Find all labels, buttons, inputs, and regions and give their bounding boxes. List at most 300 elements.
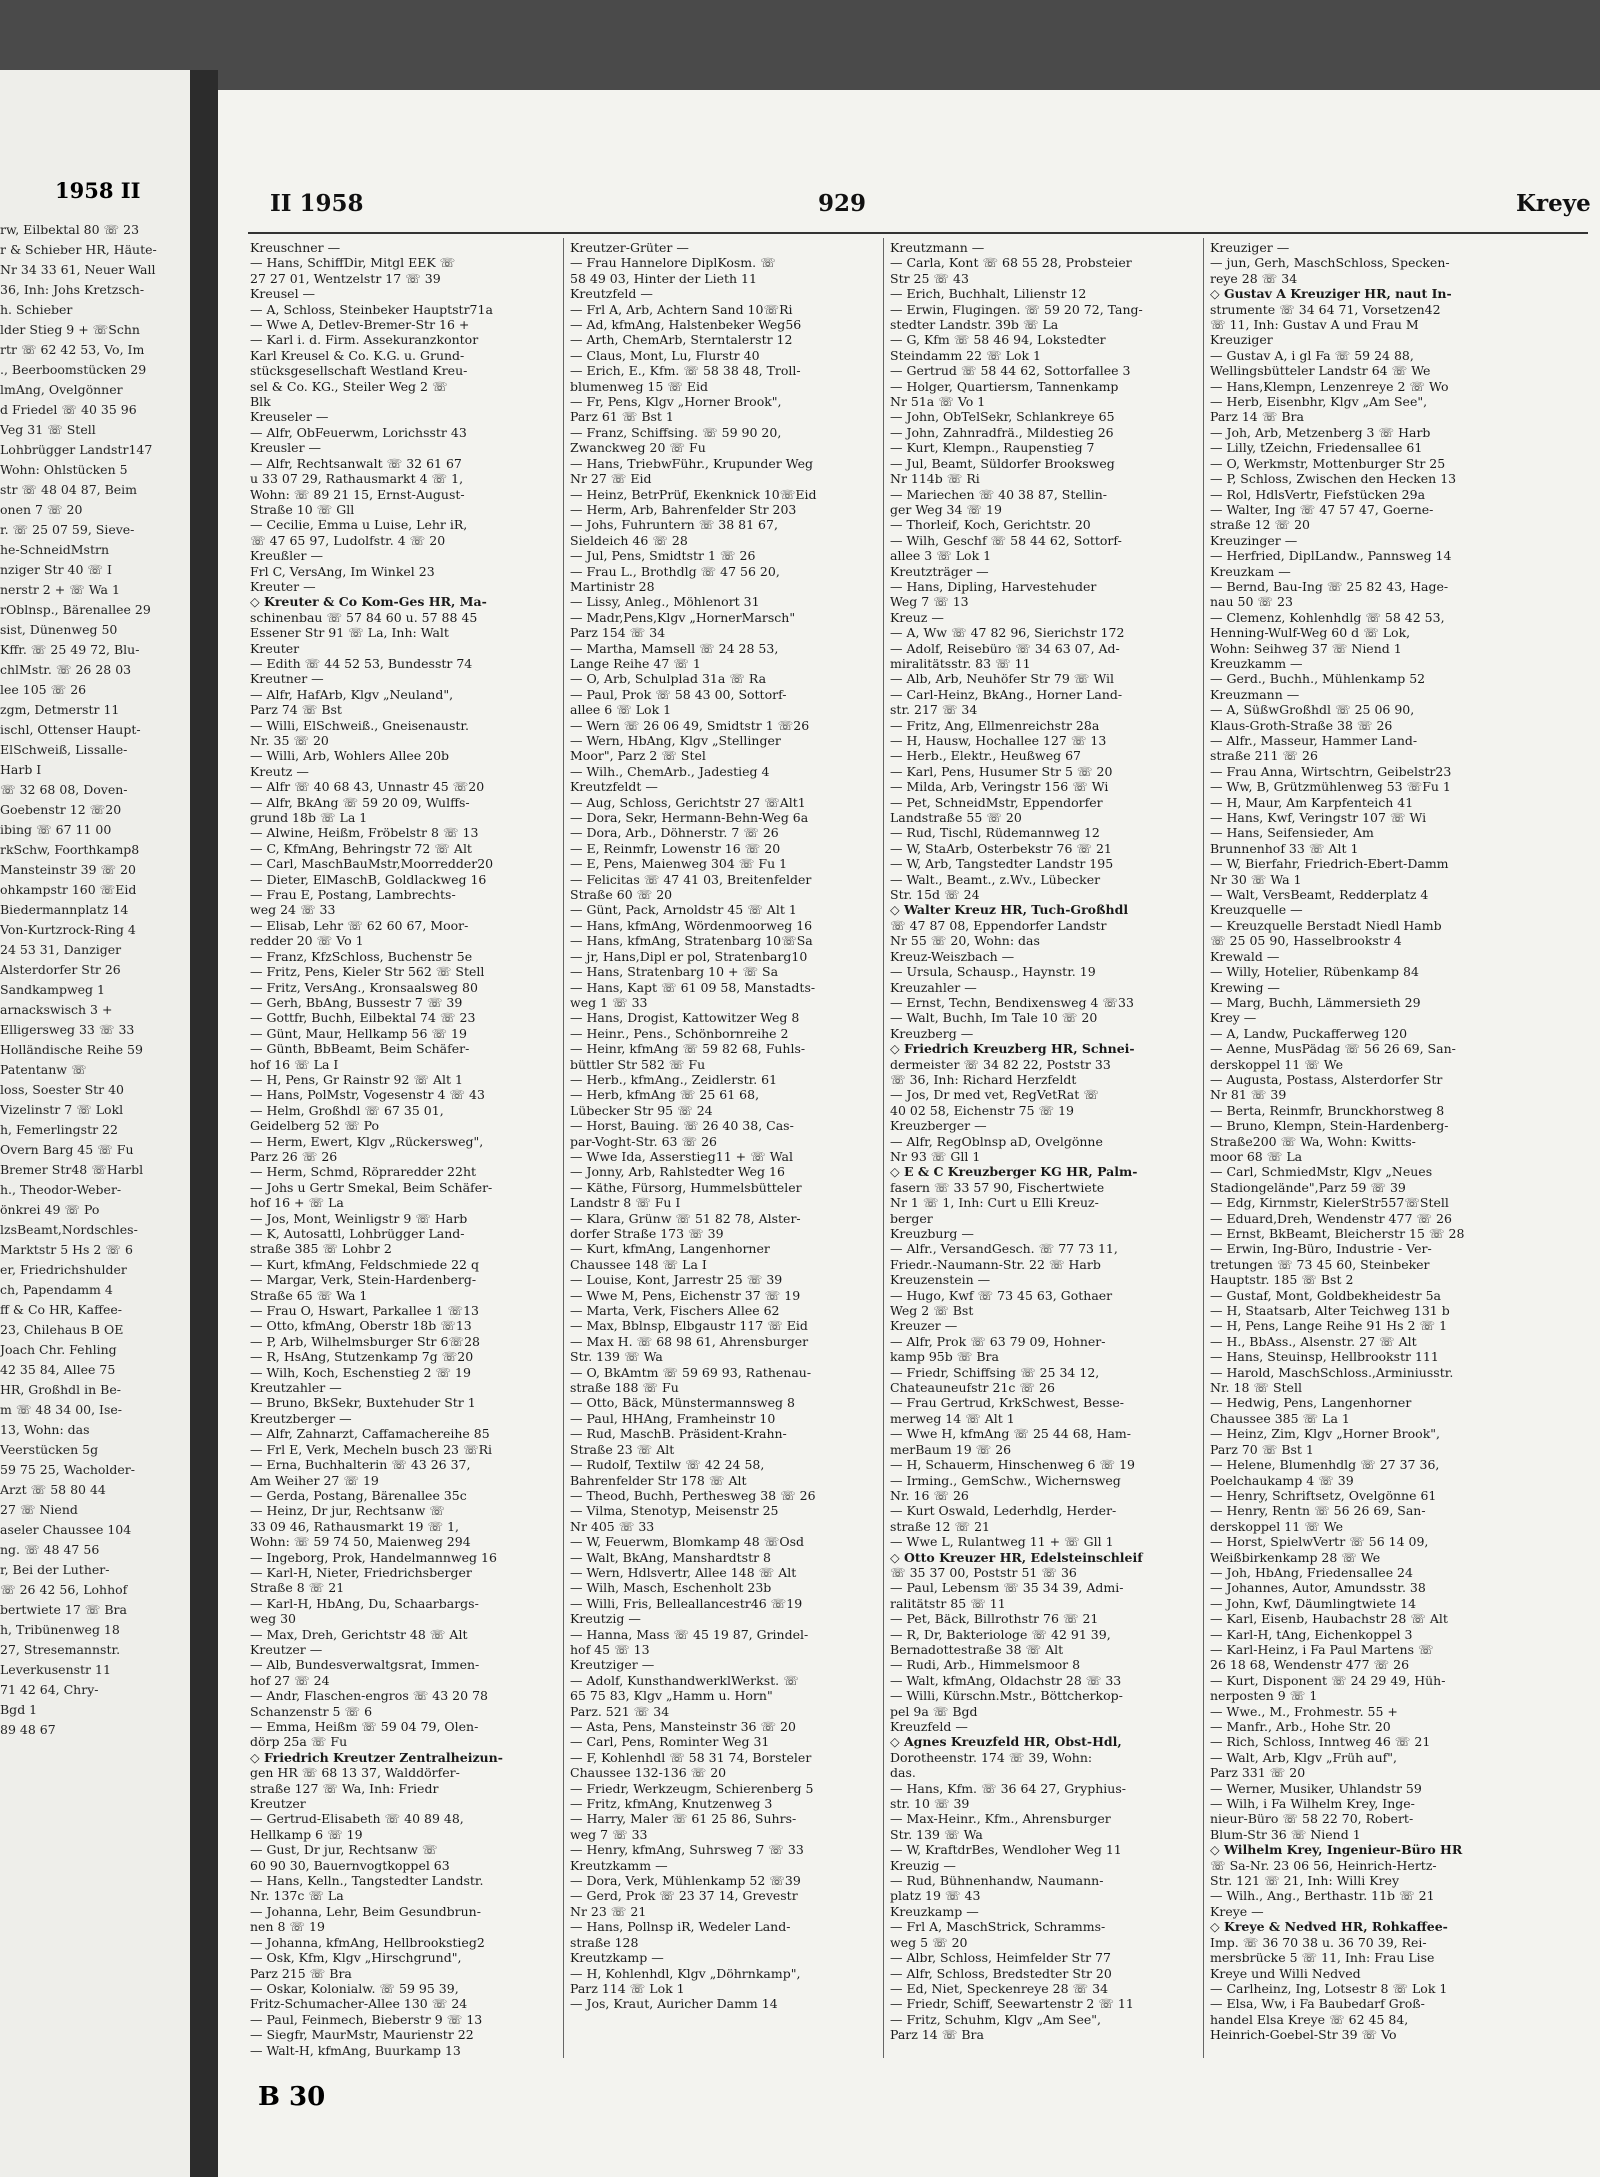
directory-entry: — Frau Anna, Wirtschtrn, Geibelstr23 (1210, 763, 1452, 779)
directory-entry: — Karl i. d. Firm. Assekuranzkontor (250, 332, 479, 348)
surname-heading: Kreutzkamp — (570, 1950, 664, 1966)
directory-entry: — Karl, Eisenb, Haubachstr 28 ☏ Alt (1210, 1611, 1448, 1627)
directory-entry: — Paul, HHAng, Framheinstr 10 (570, 1410, 776, 1426)
directory-entry: ◇ E & C Kreuzberger KG HR, Palm- (890, 1164, 1138, 1180)
directory-entry: Str. 139 ☏ Wa (570, 1349, 663, 1365)
facing-page-line: rw, Eilbektal 80 ☏ 23 (0, 222, 140, 237)
directory-entry: Weg 7 ☏ 13 (890, 594, 969, 610)
directory-entry: ☏ 47 65 97, Ludolfstr. 4 ☏ 20 (250, 532, 446, 548)
directory-entry: Nr. 137c ☏ La (250, 1888, 344, 1904)
directory-entry: — Albr, Schloss, Heimfelder Str 77 (890, 1950, 1111, 1966)
directory-entry: — Cecilie, Emma u Luise, Lehr iR, (250, 517, 468, 533)
facing-page-line: chlMstr. ☏ 26 28 03 (0, 662, 132, 677)
directory-entry: — H, Pens, Gr Rainstr 92 ☏ Alt 1 (250, 1071, 463, 1087)
directory-entry: — Eduard,Dreh, Wendenstr 477 ☏ 26 (1210, 1210, 1452, 1226)
header-rule (248, 232, 1588, 234)
directory-entry: — Alfr, HafArb, Klgv „Neuland", (250, 686, 454, 702)
facing-page-line: 23, Chilehaus B OE (0, 1322, 124, 1337)
directory-entry: — Gerd., Buchh., Mühlenkamp 52 (1210, 671, 1426, 687)
directory-entry: ◇ Wilhelm Krey, Ingenieur-Büro HR (1210, 1842, 1463, 1858)
directory-entry: — Alfr, RegOblnsp aD, Ovelgönne (890, 1133, 1103, 1149)
directory-entry: — Hans, Pollnsp iR, Wedeler Land- (570, 1919, 791, 1935)
directory-entry: — Hans, Stratenbarg 10 + ☏ Sa (570, 964, 779, 980)
directory-entry: — Oskar, Kolonialw. ☏ 59 95 39, (250, 1980, 459, 1996)
directory-entry: — Mariechen ☏ 40 38 87, Stellin- (890, 486, 1108, 502)
directory-entry: — Wwe A, Detlev-Bremer-Str 16 + (250, 317, 470, 333)
facing-page-line: aseler Chaussee 104 (0, 1522, 132, 1537)
directory-entry: — Erich, Buchhalt, Lilienstr 12 (890, 286, 1087, 302)
directory-entry: — Max, Bblnsp, Elbgaustr 117 ☏ Eid (570, 1318, 808, 1334)
directory-entry: Parz 61 ☏ Bst 1 (570, 409, 674, 425)
directory-entry: Nr 27 ☏ Eid (570, 471, 652, 487)
directory-entry: — Willi, Arb, Wohlers Allee 20b (250, 748, 450, 764)
directory-entry: — Fritz, Ang, Ellmenreichstr 28a (890, 717, 1100, 733)
facing-page-line: str ☏ 48 04 87, Beim (0, 482, 138, 497)
facing-page-line: ElSchweiß, Lissalle- (0, 742, 128, 757)
directory-entry: — Hans, Kapt ☏ 61 09 58, Manstadts- (570, 979, 816, 995)
directory-entry: — Pet, Bäck, Billrothstr 76 ☏ 21 (890, 1611, 1099, 1627)
directory-entry: — G, Kfm ☏ 58 46 94, Lokstedter (890, 332, 1106, 348)
directory-entry: — Günt, Maur, Hellkamp 56 ☏ 19 (250, 1025, 467, 1041)
directory-entry: — Franz, KfzSchloss, Buchenstr 5e (250, 948, 473, 964)
surname-heading: Kreuschner — (250, 240, 341, 255)
directory-entry: — Herm, Schmd, Röpraredder 22ht (250, 1164, 477, 1180)
directory-entry: Kreuziger (1210, 332, 1273, 348)
directory-entry: Nr 51a ☏ Vo 1 (890, 394, 986, 410)
directory-entry: — Friedr, Schiffsing ☏ 25 34 12, (890, 1364, 1100, 1380)
facing-page-line: Leverkusenstr 11 (0, 1662, 111, 1677)
facing-page-line: Elligersweg 33 ☏ 33 (0, 1022, 135, 1037)
directory-entry: Friedr.-Naumann-Str. 22 ☏ Harb (890, 1256, 1101, 1272)
directory-entry: — Holger, Quartiersm, Tannenkamp (890, 378, 1119, 394)
directory-entry: — Kurt Oswald, Lederhdlg, Herder- (890, 1503, 1117, 1519)
directory-entry: — Horst, Bauing. ☏ 26 40 38, Cas- (570, 1118, 794, 1134)
directory-entry: — Helm, Großhdl ☏ 67 35 01, (250, 1102, 444, 1118)
surname-heading: Kreutzfeld — (570, 286, 653, 302)
directory-entry: — Wern, HbAng, Klgv „Stellinger (570, 733, 781, 748)
directory-entry: straße 385 ☏ Lohbr 2 (250, 1241, 392, 1257)
directory-entry: Moor", Parz 2 ☏ Stel (570, 748, 706, 764)
directory-entry: — Frau E, Postang, Lambrechts- (250, 887, 456, 903)
directory-entry: — P, Schloss, Zwischen den Hecken 13 (1210, 471, 1457, 487)
directory-entry: — Herb, Eisenbhr, Klgv „Am See", (1210, 394, 1428, 410)
directory-entry: — Walt, Arb, Klgv „Früh auf", (1210, 1749, 1398, 1765)
directory-entry: — Rud, Bühnenhandw, Naumann- (890, 1873, 1104, 1889)
directory-entry: — Gerda, Postang, Bärenallee 35c (250, 1487, 467, 1503)
directory-entry: ☏ Sa-Nr. 23 06 56, Heinrich-Hertz- (1210, 1857, 1437, 1873)
surname-heading: Kreutzkamm — (570, 1857, 668, 1873)
directory-entry: Straße 60 ☏ 20 (570, 887, 673, 903)
directory-entry: — Friedr, Schiff, Seewartenstr 2 ☏ 11 (890, 1996, 1134, 2012)
surname-heading: Kreußler — (250, 548, 323, 564)
surname-heading: Kreuzahler — (890, 979, 977, 995)
facing-page-line: r, Bei der Luther- (0, 1562, 110, 1577)
directory-entry: — Vilma, Stenotyp, Meisenstr 25 (570, 1503, 779, 1519)
directory-entry: — Willy, Hotelier, Rübenkamp 84 (1210, 964, 1419, 980)
directory-entry: Straße 23 ☏ Alt (570, 1441, 675, 1457)
facing-page-line: he-SchneidMstrn (0, 542, 109, 557)
directory-entry: Frl C, VersAng, Im Winkel 23 (250, 563, 435, 579)
directory-entry: — Walter, Ing ☏ 47 57 47, Goerne- (1210, 501, 1434, 517)
directory-entry: — Wilh., Ang., Berthastr. 11b ☏ 21 (1210, 1888, 1435, 1904)
directory-entry: — P, Arb, Wilhelmsburger Str 6☏28 (250, 1333, 480, 1349)
directory-entry: — W, StaArb, Osterbekstr 76 ☏ 21 (890, 840, 1112, 856)
directory-entry: — Wern ☏ 26 06 49, Smidtstr 1 ☏26 (570, 717, 810, 733)
surname-heading: Kreutz — (250, 763, 309, 779)
directory-entry: ◇ Agnes Kreuzfeld HR, Obst-Hdl, (890, 1734, 1122, 1750)
page-header-right: Kreye (1516, 190, 1591, 217)
column-divider (1203, 238, 1204, 2058)
surname-heading: Kreuzinger — (1210, 532, 1298, 548)
directory-entry: — Otto, Bäck, Münstermannsweg 8 (570, 1395, 795, 1411)
page-number: 929 (818, 190, 867, 217)
directory-entry: straße 188 ☏ Fu (570, 1380, 679, 1396)
directory-entry: handel Elsa Kreye ☏ 62 45 84, (1210, 2011, 1409, 2027)
directory-entry: — Frau O, Hswart, Parkallee 1 ☏13 (250, 1303, 480, 1319)
directory-entry: — Edith ☏ 44 52 53, Bundesstr 74 (250, 655, 473, 671)
facing-page-line: zgm, Detmerstr 11 (0, 702, 120, 717)
surname-heading: Kreutzer-Grüter — (570, 240, 689, 255)
facing-page-line: loss, Soester Str 40 (0, 1082, 125, 1097)
directory-entry: Blk (250, 394, 271, 410)
directory-entry: Nr 23 ☏ 21 (570, 1903, 647, 1919)
directory-entry: — Paul, Prok ☏ 58 43 00, Sottorf- (570, 686, 787, 702)
directory-entry: — Hanna, Mass ☏ 45 19 87, Grindel- (570, 1626, 809, 1642)
directory-entry: str. 10 ☏ 39 (890, 1796, 970, 1812)
directory-entry: — Herb., kfmAng., Zeidlerstr. 61 (570, 1071, 778, 1087)
directory-entry: Parz 70 ☏ Bst 1 (1210, 1441, 1314, 1457)
directory-entry: Dorotheenstr. 174 ☏ 39, Wohn: (890, 1749, 1093, 1765)
directory-entry: Nr. 35 ☏ 20 (250, 733, 329, 748)
directory-entry: Martinistr 28 (570, 578, 655, 594)
directory-entry: Nr 405 ☏ 33 (570, 1518, 655, 1534)
directory-entry: — Günth, BbBeamt, Beim Schäfer- (250, 1041, 470, 1057)
facing-page-line: lee 105 ☏ 26 (0, 682, 87, 697)
directory-entry: — A, Ww ☏ 47 82 96, Sierichstr 172 (890, 625, 1125, 641)
directory-entry: — Osk, Kfm, Klgv „Hirschgrund", (250, 1950, 462, 1966)
directory-entry: par-Voght-Str. 63 ☏ 26 (570, 1133, 717, 1149)
directory-entry: — Arth, ChemArb, Sterntalerstr 12 (570, 332, 793, 348)
directory-entry: — Lilly, tZeichn, Friedensallee 61 (1210, 440, 1423, 456)
directory-entry: — E, Reinmfr, Lowenstr 16 ☏ 20 (570, 840, 781, 856)
directory-entry: — Alfr, ObFeuerwm, Lorichsstr 43 (250, 424, 467, 440)
directory-entry: — Frl A, MaschStrick, Schramms- (890, 1919, 1106, 1935)
directory-entry: — Ursula, Schausp., Haynstr. 19 (890, 964, 1096, 980)
facing-page-fragment (0, 70, 190, 2177)
directory-entry: Parz 74 ☏ Bst (250, 702, 342, 718)
directory-entry: — W, KraftdrBes, Wendloher Weg 11 (890, 1842, 1122, 1858)
directory-entry: — Dora, Sekr, Hermann-Behn-Weg 6a (570, 810, 809, 826)
directory-entry: — O, Werkmstr, Mottenburger Str 25 (1210, 455, 1446, 471)
directory-entry: — Wwe., M., Frohmestr. 55 + (1210, 1703, 1398, 1719)
directory-entry: — Walt, VersBeamt, Redderplatz 4 (1210, 887, 1429, 903)
facing-page-line: Overn Barg 45 ☏ Fu (0, 1142, 134, 1157)
directory-entry: tretungen ☏ 73 45 60, Steinbeker (1210, 1256, 1430, 1272)
surname-heading: Kreuzkam — (1210, 563, 1291, 579)
directory-entry: — Herb, kfmAng ☏ 25 61 68, (570, 1087, 760, 1103)
directory-entry: — Werner, Musiker, Uhlandstr 59 (1210, 1780, 1422, 1796)
directory-entry: — Hans, Kelln., Tangstedter Landstr. (250, 1873, 484, 1889)
directory-entry: — Harold, MaschSchloss.,Arminiusstr. (1210, 1364, 1454, 1380)
directory-entry: — Margar, Verk, Stein-Hardenberg- (250, 1272, 477, 1288)
facing-page-line: Von-Kurtzrock-Ring 4 (0, 922, 136, 937)
directory-entry: — Alfr, Schloss, Bredstedter Str 20 (890, 1965, 1112, 1981)
directory-entry: ☏ 47 87 08, Eppendorfer Landstr (890, 917, 1107, 933)
facing-page-line: önkrei 49 ☏ Po (0, 1202, 100, 1217)
directory-entry: Heinrich-Goebel-Str 39 ☏ Vo (1210, 2027, 1397, 2043)
directory-entry: Wohn: Seihweg 37 ☏ Niend 1 (1210, 640, 1402, 656)
directory-entry: derskoppel 11 ☏ We (1210, 1056, 1343, 1072)
column-4 (1210, 240, 1515, 2070)
directory-entry: Nr 114b ☏ Ri (890, 471, 980, 487)
column-3 (890, 240, 1195, 2070)
directory-entry: hof 16 + ☏ La (250, 1195, 344, 1211)
facing-page-line: ch, Papendamm 4 (0, 1282, 113, 1297)
directory-entry: — Wwe H, kfmAng ☏ 25 44 68, Ham- (890, 1426, 1131, 1442)
surname-heading: Krewing — (1210, 979, 1280, 995)
directory-entry: Landstraße 55 ☏ 20 (890, 810, 1022, 826)
directory-entry: — Ernst, Techn, Bendixensweg 4 ☏33 (890, 994, 1134, 1010)
directory-entry: Klaus-Groth-Straße 38 ☏ 26 (1210, 717, 1393, 733)
directory-entry: — Max, Dreh, Gerichtstr 48 ☏ Alt (250, 1626, 468, 1642)
directory-entry: weg 30 (250, 1611, 296, 1627)
page-footer-signature: B 30 (258, 2082, 326, 2112)
surname-heading: Kreutner — (250, 671, 324, 687)
directory-entry: ◇ Kreye & Nedved HR, Rohkaffee- (1210, 1919, 1448, 1935)
directory-entry: merBaum 19 ☏ 26 (890, 1441, 1012, 1457)
directory-entry: dorfer Straße 173 ☏ 39 (570, 1226, 724, 1241)
directory-entry: — Dora, Arb., Döhnerstr. 7 ☏ 26 (570, 825, 779, 841)
directory-entry: — Heinz, Dr jur, Rechtsanw ☏ (250, 1503, 445, 1519)
directory-entry: — Joh, HbAng, Friedensallee 24 (1210, 1564, 1413, 1580)
directory-entry: — jr, Hans,Dipl er pol, Stratenbarg10 (570, 948, 808, 964)
facing-page-line: Harb I (0, 762, 42, 777)
facing-page-line: ischl, Ottenser Haupt- (0, 722, 141, 737)
directory-entry: — Wilh, Koch, Eschenstieg 2 ☏ 19 (250, 1364, 471, 1380)
directory-entry: Straße 10 ☏ Gll (250, 501, 355, 517)
directory-entry: kamp 95b ☏ Bra (890, 1349, 999, 1365)
surname-heading: Kreutzträger — (890, 563, 989, 579)
directory-entry: — Hans, kfmAng, Stratenbarg 10☏Sa (570, 933, 813, 949)
surname-heading: Kreuzkamp — (890, 1903, 979, 1919)
directory-entry: — Jos, Kraut, Auricher Damm 14 (570, 1996, 778, 2012)
directory-entry: — Ingeborg, Prok, Handelmannweg 16 (250, 1549, 497, 1565)
directory-entry: — Fritz, Pens, Kieler Str 562 ☏ Stell (250, 964, 485, 980)
directory-entry: Nr. 18 ☏ Stell (1210, 1380, 1302, 1396)
facing-page-line: 24 53 31, Danziger (0, 942, 122, 957)
directory-entry: Chaussee 132-136 ☏ 20 (570, 1765, 727, 1781)
directory-entry: Straße200 ☏ Wa, Wohn: Kwitts- (1210, 1133, 1416, 1149)
surname-heading: Kreutzahler — (250, 1380, 342, 1396)
directory-entry: — Wilh, Masch, Eschenholt 23b (570, 1580, 772, 1596)
facing-page-line: Sandkampweg 1 (0, 982, 105, 997)
directory-entry: Brunnenhof 33 ☏ Alt 1 (1210, 840, 1359, 856)
directory-entry: — Wern, Hdlsvertr, Allee 148 ☏ Alt (570, 1564, 797, 1580)
facing-page-text (0, 220, 185, 1740)
surname-heading: Kreuz — (890, 609, 944, 625)
directory-entry: Poelchaukamp 4 ☏ 39 (1210, 1472, 1354, 1488)
surname-heading: Kreusel — (250, 286, 316, 302)
directory-entry: — Bruno, Klempn, Stein-Hardenberg- (1210, 1118, 1449, 1134)
directory-entry: strumente ☏ 34 64 71, Vorsetzen42 (1210, 301, 1441, 317)
facing-page-line: ohkampstr 160 ☏Eid (0, 882, 137, 897)
facing-page-line: 36, Inh: Johs Kretzsch- (0, 282, 145, 297)
directory-entry: — Jonny, Arb, Rahlstedter Weg 16 (570, 1164, 785, 1180)
facing-page-line: arnackswisch 3 + (0, 1002, 113, 1017)
directory-entry: — Frau Gertrud, KrkSchwest, Besse- (890, 1395, 1124, 1411)
directory-entry: — Fr, Pens, Klgv „Horner Brook", (570, 394, 782, 410)
directory-entry: — Fritz, Schuhm, Klgv „Am See", (890, 2011, 1101, 2027)
facing-page-line: er, Friedrichshulder (0, 1262, 127, 1277)
directory-entry: — Adolf, Reisebüro ☏ 34 63 07, Ad- (890, 640, 1120, 656)
facing-page-line: Bgd 1 (0, 1702, 38, 1717)
directory-entry: — Hans, Drogist, Kattowitzer Weg 8 (570, 1010, 800, 1026)
directory-entry: — Erna, Buchhalterin ☏ 43 26 37, (250, 1457, 471, 1473)
directory-entry: — Jul, Pens, Smidtstr 1 ☏ 26 (570, 548, 756, 564)
directory-entry: — Adolf, KunsthandwerklWerkst. ☏ (570, 1672, 799, 1688)
directory-entry: — Alfr., Masseur, Hammer Land- (1210, 733, 1418, 748)
directory-entry: 40 02 58, Eichenstr 75 ☏ 19 (890, 1102, 1075, 1118)
directory-entry: — Wwe L, Rulantweg 11 + ☏ Gll 1 (890, 1534, 1114, 1550)
directory-entry: reye 28 ☏ 34 (1210, 270, 1298, 286)
surname-heading: Kreuz-Weiszbach — (890, 948, 1015, 964)
directory-entry: — Karl-H, Nieter, Friedrichsberger (250, 1564, 472, 1580)
directory-entry: Parz 114 ☏ Lok 1 (570, 1980, 685, 1996)
directory-entry: — Max H. ☏ 68 98 61, Ahrensburger (570, 1333, 809, 1349)
directory-entry: — Madr,Pens,Klgv „HornerMarsch" (570, 609, 796, 625)
facing-page-line: Mansteinstr 39 ☏ 20 (0, 862, 136, 877)
directory-entry: — Wwe Ida, Asserstieg11 + ☏ Wal (570, 1148, 793, 1164)
directory-entry: Wohn: ☏ 59 74 50, Maienweg 294 (250, 1534, 471, 1550)
directory-entry: Nr 81 ☏ 39 (1210, 1087, 1287, 1103)
facing-page-line: ng. ☏ 48 47 56 (0, 1542, 100, 1557)
directory-entry: — Frau L., Brothdlg ☏ 47 56 20, (570, 563, 780, 579)
directory-entry: — Alfr, BkAng ☏ 59 20 09, Wulffs- (250, 794, 470, 810)
directory-entry: — Aug, Schloss, Gerichtstr 27 ☏Alt1 (570, 794, 806, 810)
facing-page-line: 13, Wohn: das (0, 1422, 90, 1437)
directory-entry: — Henry, Schriftsetz, Ovelgönne 61 (1210, 1487, 1437, 1503)
column-1 (250, 240, 555, 2070)
directory-entry: — Heinz, Zim, Klgv „Horner Brook", (1210, 1426, 1440, 1442)
surname-heading: Krey — (1210, 1010, 1257, 1026)
directory-entry: — Milda, Arb, Veringstr 156 ☏ Wi (890, 779, 1109, 795)
facing-page-line: h, Tribünenweg 18 (0, 1622, 120, 1637)
directory-entry: — H, Schauerm, Hinschenweg 6 ☏ 19 (890, 1457, 1135, 1473)
facing-page-line: ☏ 26 42 56, Lohhof (0, 1582, 128, 1597)
directory-entry: — Elisab, Lehr ☏ 62 60 67, Moor- (250, 917, 469, 933)
directory-entry: — Gust, Dr jur, Rechtsanw ☏ (250, 1842, 438, 1858)
directory-entry: — Herm, Ewert, Klgv „Rückersweg", (250, 1133, 484, 1149)
directory-entry: — K, Autosattl, Lohbrügger Land- (250, 1226, 465, 1241)
directory-entry: Nr 30 ☏ Wa 1 (1210, 871, 1302, 887)
directory-entry: — Alfr ☏ 40 68 43, Unnastr 45 ☏20 (250, 779, 485, 795)
directory-entry: — Berta, Reinmfr, Brunckhorstweg 8 (1210, 1102, 1445, 1118)
facing-page-line: ., Beerboomstücken 29 (0, 362, 147, 377)
book-gutter (190, 70, 218, 2177)
directory-entry: — Karl-H, tAng, Eichenkoppel 3 (1210, 1626, 1413, 1642)
facing-page-line: 71 42 64, Chry- (0, 1682, 99, 1697)
facing-page-line: 42 35 84, Allee 75 (0, 1362, 116, 1377)
directory-entry: — Wilh, Geschf ☏ 58 44 62, Sottorf- (890, 532, 1122, 548)
directory-entry: ◇ Friedrich Kreuzberg HR, Schnei- (890, 1041, 1135, 1057)
directory-entry: — Irming., GemSchw., Wichernsweg (890, 1472, 1121, 1488)
directory-entry: Kreye und Willi Nedved (1210, 1965, 1361, 1981)
directory-entry: Kreutzer (250, 1796, 306, 1812)
directory-entry: — Helene, Blumenhdlg ☏ 27 37 36, (1210, 1457, 1440, 1473)
directory-entry: — Willi, Kürschn.Mstr., Böttcherkop- (890, 1688, 1123, 1704)
facing-page-line: Patentanw ☏ (0, 1062, 87, 1077)
directory-entry: — Frl E, Verk, Mecheln busch 23 ☏Ri (250, 1441, 493, 1457)
directory-entry: Schanzenstr 5 ☏ 6 (250, 1703, 373, 1719)
directory-entry: — Johs u Gertr Smekal, Beim Schäfer- (250, 1179, 493, 1195)
surname-heading: Kreuzburg — (890, 1226, 974, 1241)
directory-entry: — Johannes, Autor, Amundsstr. 38 (1210, 1580, 1426, 1596)
directory-entry: — Walt-H, kfmAng, Buurkamp 13 (250, 2042, 461, 2058)
directory-entry: — Clemenz, Kohlenhdlg ☏ 58 42 53, (1210, 609, 1445, 625)
facing-page-line: Veg 31 ☏ Stell (0, 422, 96, 437)
facing-page-line: Bremer Str48 ☏Harbl (0, 1162, 144, 1177)
surname-heading: Kreuzquelle — (1210, 902, 1303, 918)
directory-entry: — jun, Gerh, MaschSchloss, Specken- (1210, 255, 1450, 271)
directory-entry: — Alfr, Rechtsanwalt ☏ 32 61 67 (250, 455, 462, 471)
surname-heading: Kreutzberger — (250, 1410, 352, 1426)
directory-entry: — Marg, Buchh, Lämmersieth 29 (1210, 994, 1421, 1010)
directory-entry: — Horst, SpielwVertr ☏ 56 14 09, (1210, 1534, 1429, 1550)
directory-entry: allee 6 ☏ Lok 1 (570, 702, 672, 718)
directory-entry: — R, Dr, Bakteriologe ☏ 42 91 39, (890, 1626, 1111, 1642)
directory-entry: nen 8 ☏ 19 (250, 1919, 325, 1935)
directory-entry: Str. 139 ☏ Wa (890, 1826, 983, 1842)
directory-entry: weg 1 ☏ 33 (570, 994, 648, 1010)
facing-page-line: 89 48 67 (0, 1722, 56, 1737)
directory-entry: Parz 154 ☏ 34 (570, 625, 666, 641)
column-2 (570, 240, 875, 2070)
directory-entry: — Emma, Heißm ☏ 59 04 79, Olen- (250, 1719, 479, 1734)
directory-entry: — Friedr, Werkzeugm, Schierenberg 5 (570, 1780, 814, 1796)
directory-entry: Parz. 521 ☏ 34 (570, 1703, 670, 1719)
facing-page-line: ☏ 32 68 08, Doven- (0, 782, 128, 797)
facing-page-line: 59 75 25, Wacholder- (0, 1462, 135, 1477)
directory-entry: — Erwin, Ing-Büro, Industrie - Ver- (1210, 1241, 1432, 1257)
directory-entry: Steindamm 22 ☏ Lok 1 (890, 347, 1041, 363)
directory-entry: — Frl A, Arb, Achtern Sand 10☏Ri (570, 301, 793, 317)
directory-entry: — Rudolf, Textilw ☏ 42 24 58, (570, 1457, 765, 1473)
directory-entry: — O, BkAmtm ☏ 59 69 93, Rathenau- (570, 1364, 812, 1380)
directory-entry: — A, Landw, Puckafferweg 120 (1210, 1025, 1408, 1041)
directory-entry: Fritz-Schumacher-Allee 130 ☏ 24 (250, 1996, 468, 2012)
directory-entry: — Harry, Maler ☏ 61 25 86, Suhrs- (570, 1811, 797, 1827)
directory-entry: Chaussee 148 ☏ La I (570, 1256, 707, 1272)
directory-entry: das. (890, 1765, 916, 1781)
directory-entry: — E, Pens, Maienweg 304 ☏ Fu 1 (570, 856, 788, 872)
directory-entry: Chaussee 385 ☏ La 1 (1210, 1410, 1350, 1426)
facing-page-line: rOblnsp., Bärenallee 29 (0, 602, 151, 617)
directory-entry: — H, Kohlenhdl, Klgv „Döhrnkamp", (570, 1965, 801, 1981)
directory-entry: — Carlheinz, Ing, Lotsestr 8 ☏ Lok 1 (1210, 1980, 1448, 1996)
surname-heading: Kreutzfeldt — (570, 779, 658, 795)
surname-heading: Kreuseler — (250, 409, 329, 425)
facing-page-line: Marktstr 5 Hs 2 ☏ 6 (0, 1242, 133, 1257)
directory-entry: allee 3 ☏ Lok 1 (890, 548, 992, 564)
directory-entry: — W, Bierfahr, Friedrich-Ebert-Damm (1210, 856, 1449, 872)
directory-entry: — H., BbAss., Alsenstr. 27 ☏ Alt (1210, 1333, 1417, 1349)
directory-entry: — Walt, Buchh, Im Tale 10 ☏ 20 (890, 1010, 1098, 1026)
facing-page-line: 27 ☏ Niend (0, 1502, 78, 1517)
directory-entry: — Theod, Buchh, Perthesweg 38 ☏ 26 (570, 1487, 816, 1503)
directory-entry: Imp. ☏ 36 70 38 u. 36 70 39, Rei- (1210, 1934, 1427, 1950)
directory-entry: — Paul, Feinmech, Bieberstr 9 ☏ 13 (250, 2011, 483, 2027)
directory-entry: Zwanckweg 20 ☏ Fu (570, 440, 706, 456)
